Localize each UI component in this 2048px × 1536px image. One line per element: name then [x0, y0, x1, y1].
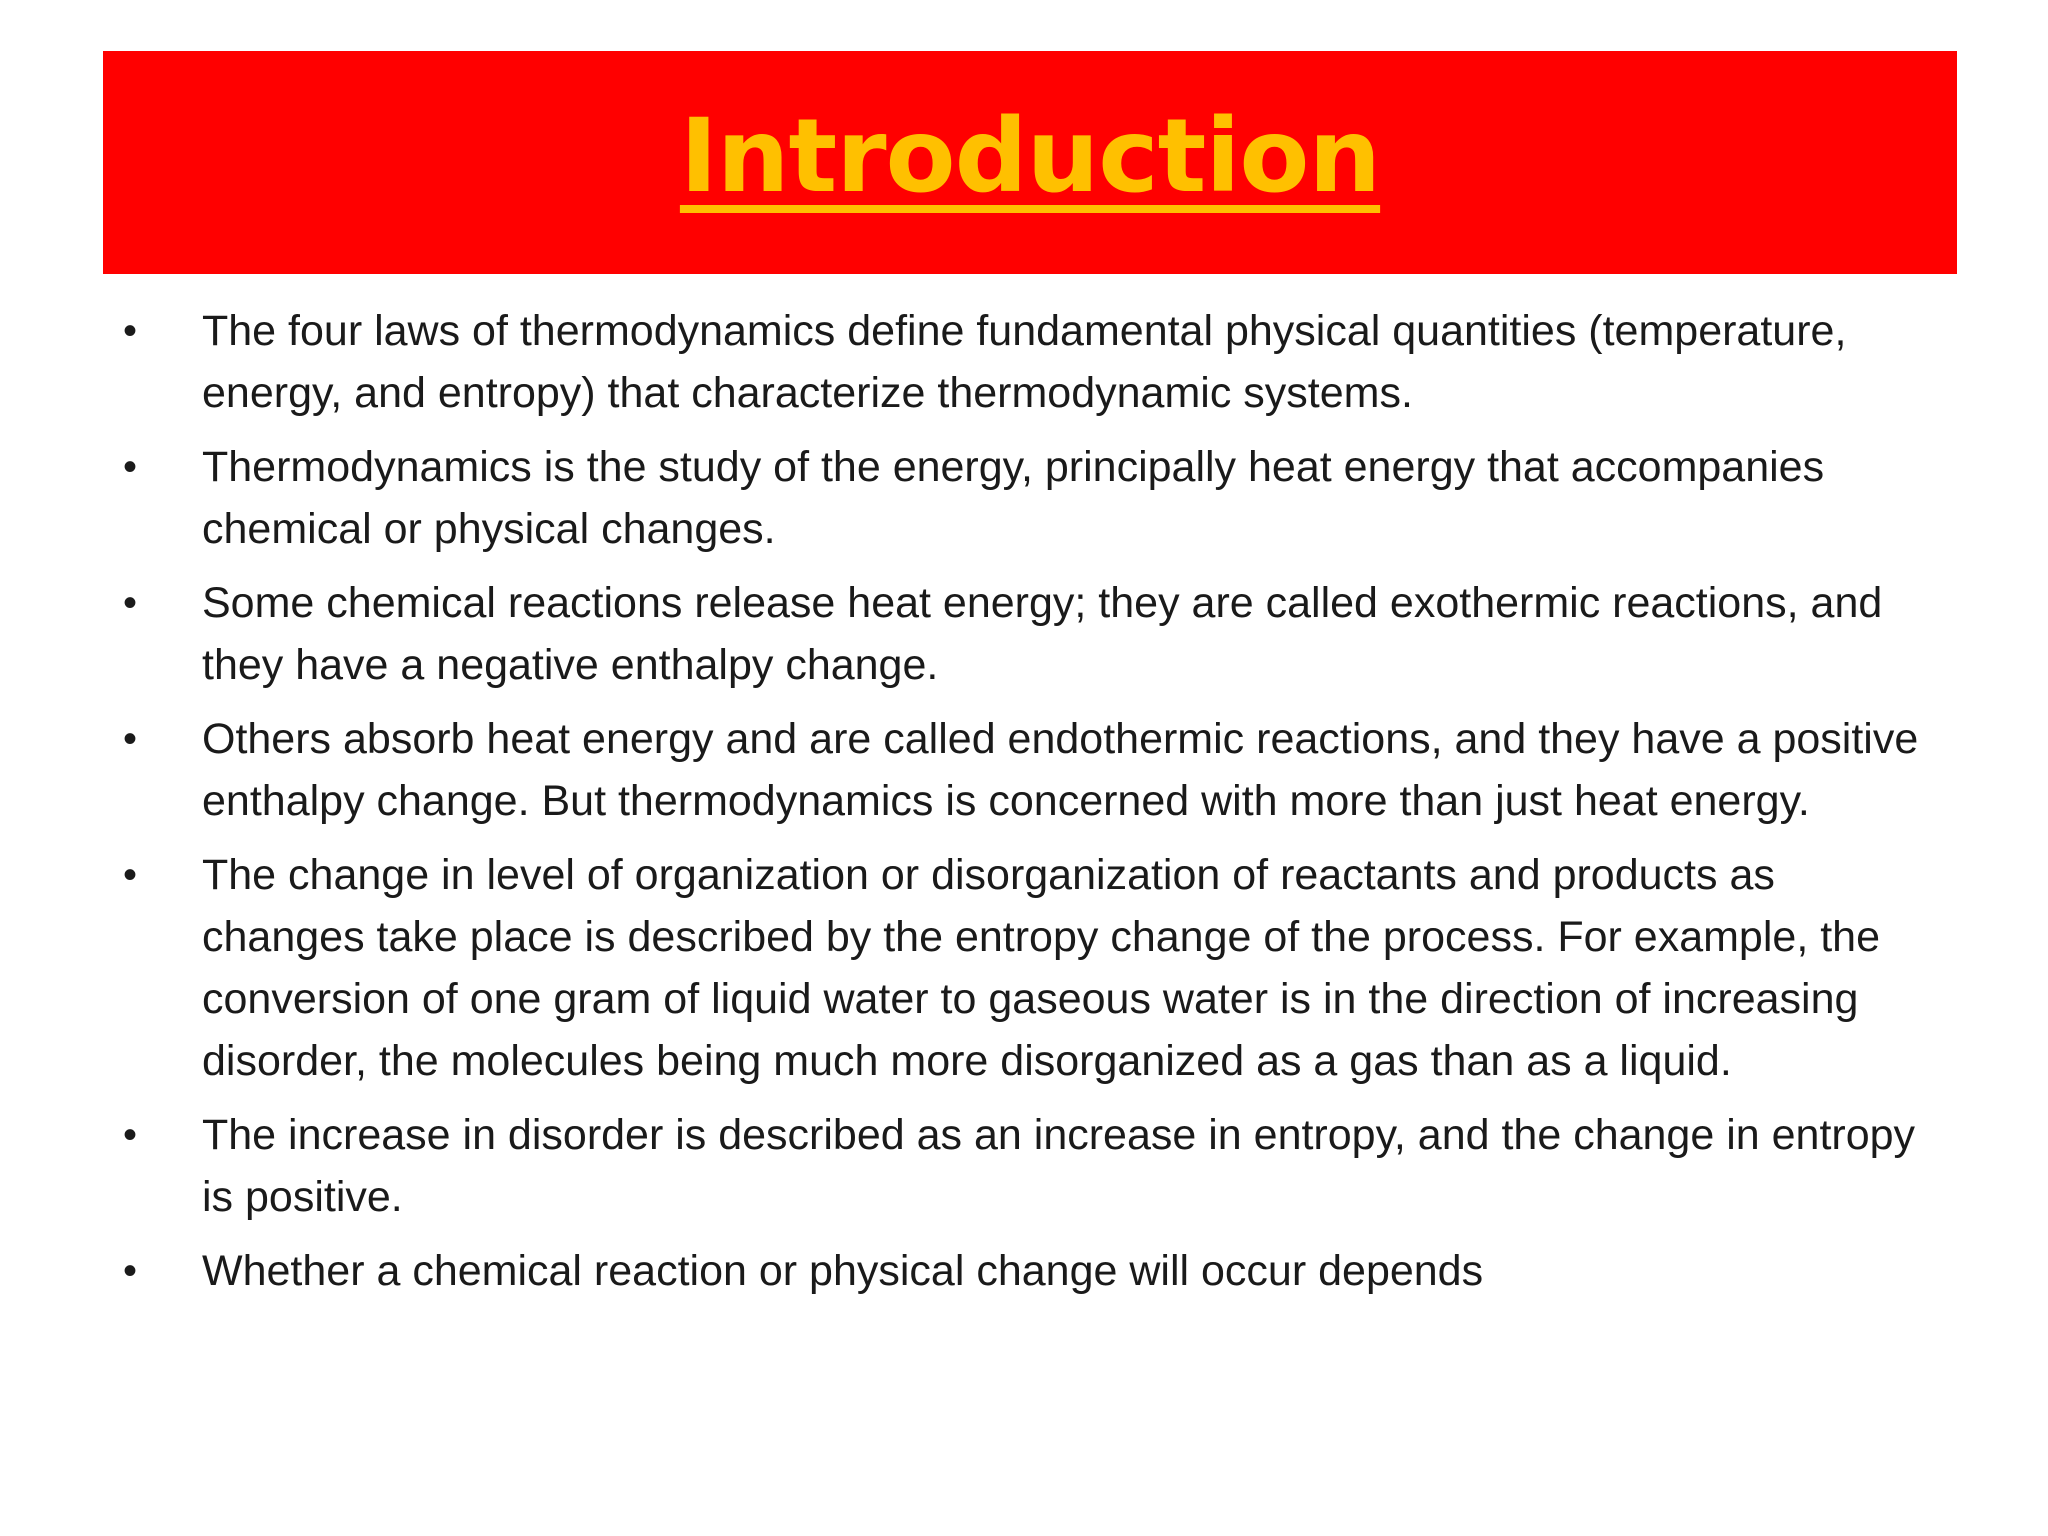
- bullet-item: [118, 844, 1948, 1092]
- slide-title: Introduction: [679, 96, 1381, 216]
- bullet-marker: •: [123, 309, 138, 353]
- bullet-text: The change in level of organization or disorganization of reactants and products as changes take place is described by the entropy change of the process. For example, the conversion of one gram of liquid water to gaseous water is in the direction of increasing disorder, the molecules being much more disorganized as a gas than as a liquid.: [202, 851, 1880, 1085]
- bullet-item: [118, 708, 1948, 832]
- bullet-item: [118, 1104, 1948, 1228]
- bullet-text: Others absorb heat energy and are called endothermic reactions, and they have a positive enthalpy change. But thermodynamics is concerned with more than just heat energy.: [202, 715, 1919, 825]
- bullet-text: Thermodynamics is the study of the energy, principally heat energy that accompanies chemical or physical changes.: [202, 443, 1825, 553]
- bullet-marker: •: [123, 853, 138, 897]
- bullet-text: The four laws of thermodynamics define fundamental physical quantities (temperature, energy, and entropy) that characterize thermodynamic systems.: [202, 307, 1847, 417]
- bullet-text: Whether a chemical reaction or physical change will occur depends: [202, 1247, 1484, 1295]
- bullet-item: [118, 436, 1948, 560]
- bullet-list: [118, 300, 1948, 1314]
- bullet-item: [118, 1240, 1948, 1302]
- bullet-marker: •: [123, 1113, 138, 1157]
- bullet-text: The increase in disorder is described as an increase in entropy, and the change in entropy is positive.: [202, 1111, 1916, 1221]
- bullet-marker: •: [123, 1249, 138, 1293]
- bullet-marker: •: [123, 581, 138, 625]
- title-banner: [103, 51, 1957, 274]
- bullet-item: [118, 572, 1948, 696]
- bullet-marker: •: [123, 717, 138, 761]
- bullet-item: [118, 300, 1948, 424]
- bullet-marker: •: [123, 445, 138, 489]
- bullet-text: Some chemical reactions release heat energy; they are called exothermic reactions, and they have a negative enthalpy change.: [202, 579, 1883, 689]
